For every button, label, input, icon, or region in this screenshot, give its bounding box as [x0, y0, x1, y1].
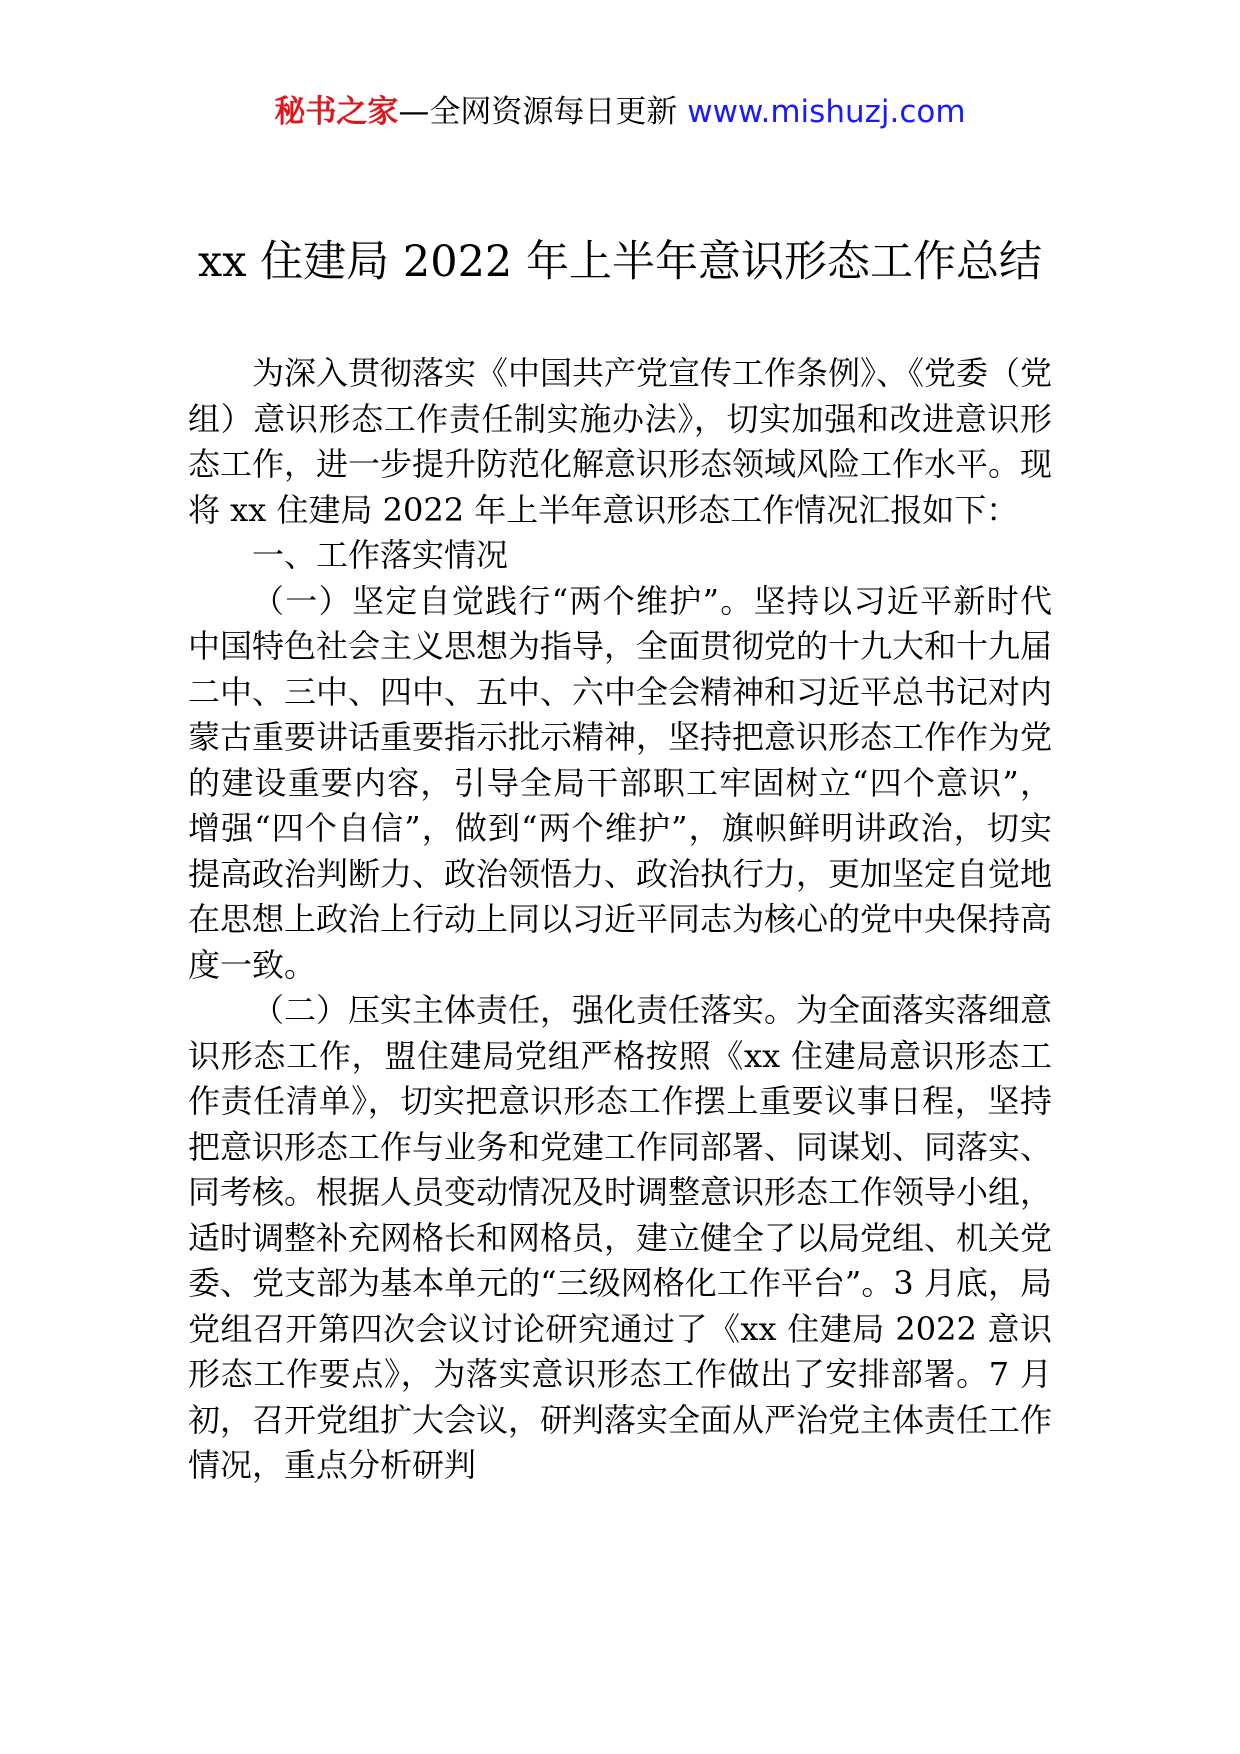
- intro-paragraph: 为深入贯彻落实《中国共产党宣传工作条例》、《党委（党组）意识形态工作责任制实施办法》，切实加强和改进意识形态工作，进一步提升防范化解意识形态领域风险工作水平。现将 xx 住建局 2022 年上半年意识形态工作情况汇报如下：: [188, 354, 1053, 529]
- document-body: [188, 351, 1052, 1489]
- brand-name: 秘书之家: [274, 94, 399, 130]
- document-title: xx 住建局 2022 年上半年意识形态工作总结: [198, 237, 1042, 287]
- paragraph-item-1: （一）坚定自觉践行“两个维护”。坚持以习近平新时代中国特色社会主义思想为指导，全面贯彻党的十九大和十九届二中、三中、四中、五中、六中全会精神和习近平总书记对内蒙古重要讲话重要指示批示精神，坚持把意识形态工作作为党的建设重要内容，引导全局干部职工牢固树立“四个意识”，增强“四个自信”，做到“两个维护”，旗帜鲜明讲政治，切实提高政治判断力、政治领悟力、政治执行力，更加坚定自觉地在思想上政治上行动上同以习近平同志为核心的党中央保持高度一致。: [188, 581, 1053, 984]
- section-heading: 一、工作落实情况: [252, 536, 509, 574]
- paragraph-item-2: （二）压实主体责任，强化责任落实。为全面落实落细意识形态工作，盟住建局党组严格按照《xx 住建局意识形态工作责任清单》，切实把意识形态工作摆上重要议事日程，坚持把意识形态工作与业务和党建工作同部署、同谋划、同落实、同考核。根据人员变动情况及时调整意识形态工作领导小组，适时调整补充网格长和网格员，建立健全了以局党组、机关党委、党支部为基本单元的“三级网格化工作平台”。3 月底，局党组召开第四次会议讨论研究通过了《xx 住建局 2022 意识形态工作要点》，为落实意识形态工作做出了安排部署。7 月初，召开党组扩大会议，研判落实全面从严治党主体责任工作情况，重点分析研判: [188, 991, 1053, 1484]
- site-header: [0, 90, 1240, 134]
- header-tagline: —全网资源每日更新: [398, 94, 678, 130]
- site-url-link[interactable]: www.mishuzj.com: [687, 94, 966, 130]
